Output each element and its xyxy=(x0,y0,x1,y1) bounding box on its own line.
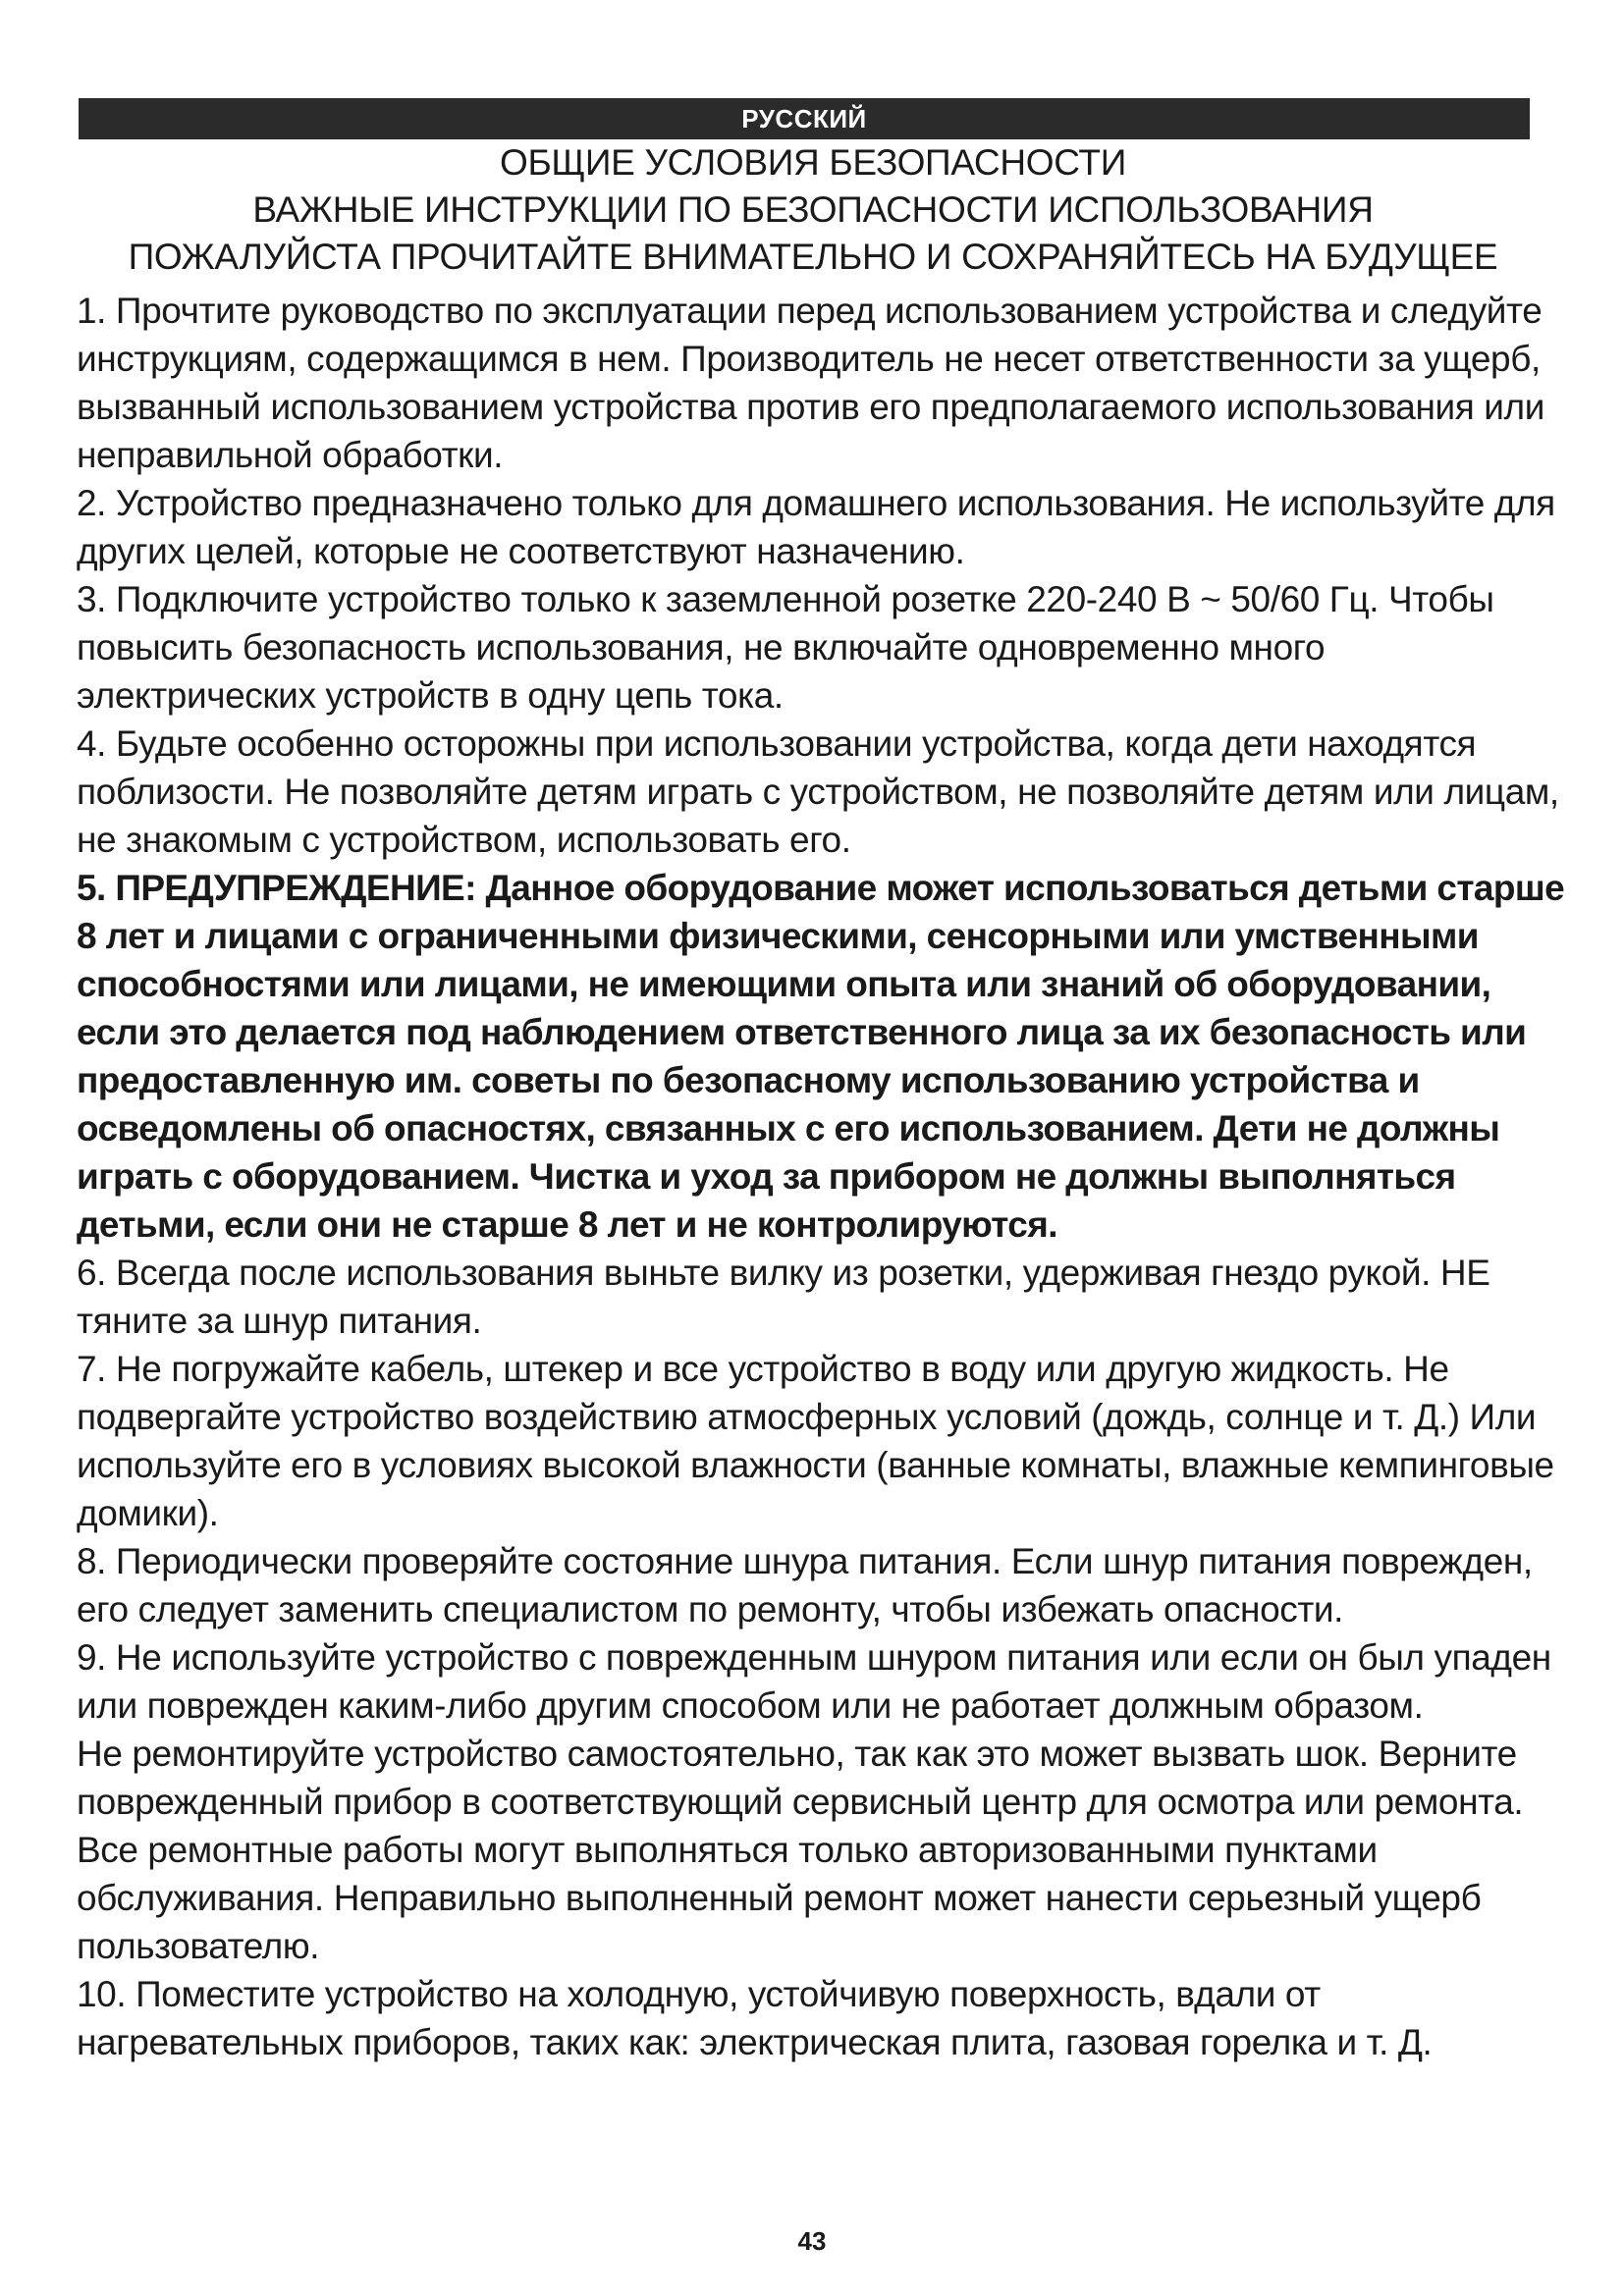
instruction-8: 8. Периодически проверяйте состояние шнура питания. Если шнур питания поврежден, его следует заменить специалистом по ремонту, чтобы избежать опасности. xyxy=(77,1541,1533,1629)
instruction-5-warning: 5. ПРЕДУПРЕЖДЕНИЕ: Данное оборудование может использоваться детьми старше 8 лет и лицами с ограниченными физическими, сенсорными или умственными способностями или лицами, не имеющими опыта или знаний об оборудовании, если это делается под наблюдением ответственного лица за их безопасность или предоставленную им. советы по безопасному использованию устройства и осведомлены об опасностях, связанных с его использованием. Дети не должны играть с оборудованием. Чистка и уход за прибором не должны выполняться детьми, если они не старше 8 лет и не контролируются. xyxy=(77,868,1565,1245)
instruction-4: 4. Будьте особенно осторожны при использовании устройства, когда дети находятся поблизости. Не позволяйте детям играть с устройством, не позволяйте детям или лицам, не знакомым с устройством, использовать его. xyxy=(77,723,1559,860)
instruction-repair-note: Не ремонтируйте устройство самостоятельно, так как это может вызвать шок. Верните поврежденный прибор в соответствующий сервисный центр для осмотра или ремонта. Все ремонтные работы могут выполняться только авторизованными пунктами обслуживания. Неправильно выполненный ремонт может нанести серьезный ущерб пользователю. xyxy=(77,1734,1524,1966)
instruction-9: 9. Не используйте устройство с поврежденным шнуром питания или если он был упаден или поврежден каким-либо другим способом или не работает должным образом. xyxy=(77,1637,1551,1726)
manual-page xyxy=(77,98,1569,2066)
instruction-7: 7. Не погружайте кабель, штекер и все устройство в воду или другую жидкость. Не подвергайте устройство воздействию атмосферных условий (дождь, солнце и т. Д.) Или используйте его в условиях высокой влажности (ванные комнаты, влажные кемпинговые домики). xyxy=(77,1349,1554,1533)
language-header-bar: РУССКИЙ xyxy=(79,98,1530,139)
section-headings xyxy=(77,139,1549,281)
heading-general-safety: ОБЩИЕ УСЛОВИЯ БЕЗОПАСНОСТИ xyxy=(499,142,1127,183)
heading-important-instructions: ВАЖНЫЕ ИНСТРУКЦИИ ПО БЕЗОПАСНОСТИ ИСПОЛЬЗОВАНИЯ xyxy=(252,189,1374,230)
instruction-3: 3. Подключите устройство только к заземленной розетке 220-240 В ~ 50/60 Гц. Чтобы повысить безопасность использования, не включайте одновременно много электрических устройств в одну цепь тока. xyxy=(77,579,1494,716)
instruction-2: 2. Устройство предназначено только для домашнего использования. Не используйте для других целей, которые не соответствуют назначению. xyxy=(77,483,1555,571)
instruction-10: 10. Поместите устройство на холодную, устойчивую поверхность, вдали от нагревательных приборов, таких как: электрическая плита, газовая горелка и т. Д. xyxy=(77,1974,1433,2062)
instruction-6: 6. Всегда после использования выньте вилку из розетки, удерживая гнездо рукой. НЕ тяните за шнур питания. xyxy=(77,1253,1490,1341)
heading-read-carefully: ПОЖАЛУЙСТА ПРОЧИТАЙТЕ ВНИМАТЕЛЬНО И СОХРАНЯЙТЕСЬ НА БУДУЩЕЕ xyxy=(128,237,1498,277)
safety-instructions xyxy=(77,287,1569,2066)
page-number: 43 xyxy=(797,2226,827,2256)
instruction-1: 1. Прочтите руководство по эксплуатации перед использованием устройства и следуйте инструкциям, содержащимся в нем. Производитель не несет ответственности за ущерб, вызванный использованием устройства против его предполагаемого использования или неправильной обработки. xyxy=(77,291,1545,475)
